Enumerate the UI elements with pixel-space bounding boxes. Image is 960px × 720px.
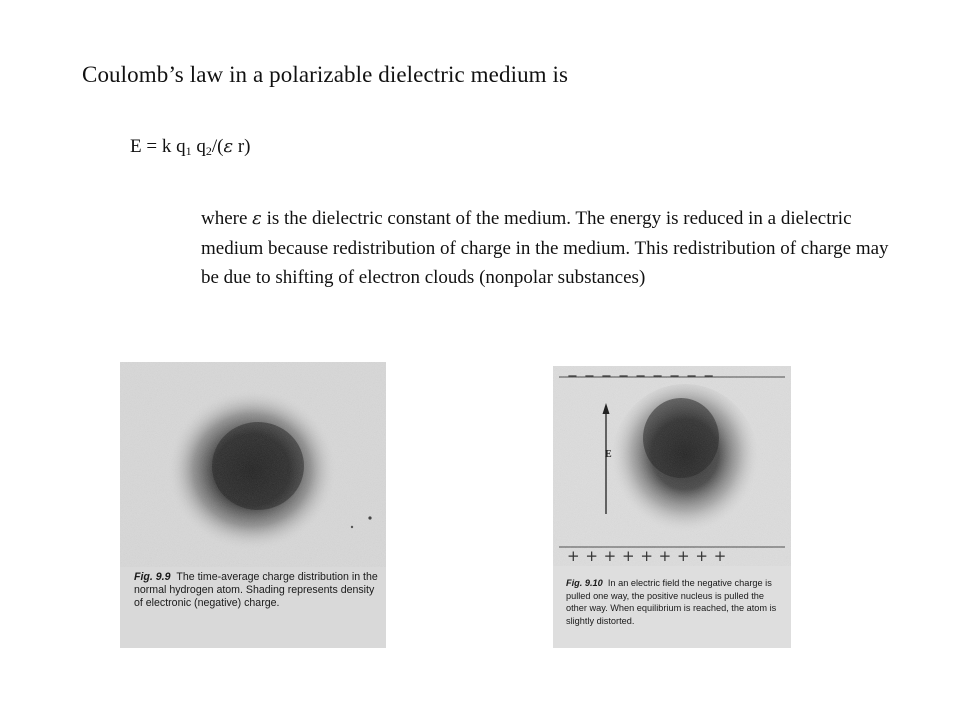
epsilon-symbol: ε xyxy=(223,136,234,157)
equation-lhs: E = k q xyxy=(130,136,186,157)
field-label: E xyxy=(605,449,612,460)
equation-close: r) xyxy=(233,136,251,157)
equation-sub-1: 1 xyxy=(185,144,192,158)
equation-sub-2: 2 xyxy=(205,144,212,158)
equation-mid: q xyxy=(191,136,206,157)
coulomb-equation xyxy=(130,136,251,159)
negative-plate-signs: − − − − − − − − − xyxy=(567,369,716,384)
figure-polarized-atom xyxy=(553,366,791,648)
epsilon-symbol-inline: ε xyxy=(252,208,262,229)
figure1-caption-text: The time-average charge distribution in the normal hydrogen atom. Shading represents density of electronic (negative) charge. xyxy=(134,571,378,610)
equation-open: /( xyxy=(211,136,224,157)
figure1-label: Fig. 9.9 xyxy=(134,571,171,583)
figure-hydrogen-atom xyxy=(120,362,386,648)
positive-plate-signs: + + + + + + + + + xyxy=(567,547,727,565)
figure2-caption xyxy=(566,577,786,627)
paragraph-post: is the dielectric constant of the medium. The energy is reduced in a dielectric medium because redistribution of charge in the medium. This redistribution of charge may be due to shifting of electron clouds (nonpolar substances) xyxy=(201,208,889,288)
slide-title: Coulomb’s law in a polarizable dielectric medium is xyxy=(82,62,569,87)
figure2-caption-text: In an electric field the negative charge is pulled one way, the positive nucleus is pulled the other way. When equilibrium is reached, the atom is slightly distorted. xyxy=(566,578,777,626)
figure1-caption xyxy=(134,571,378,611)
figure2-label: Fig. 9.10 xyxy=(566,578,603,588)
explanation-paragraph xyxy=(201,204,891,293)
paragraph-pre: where xyxy=(201,208,253,229)
